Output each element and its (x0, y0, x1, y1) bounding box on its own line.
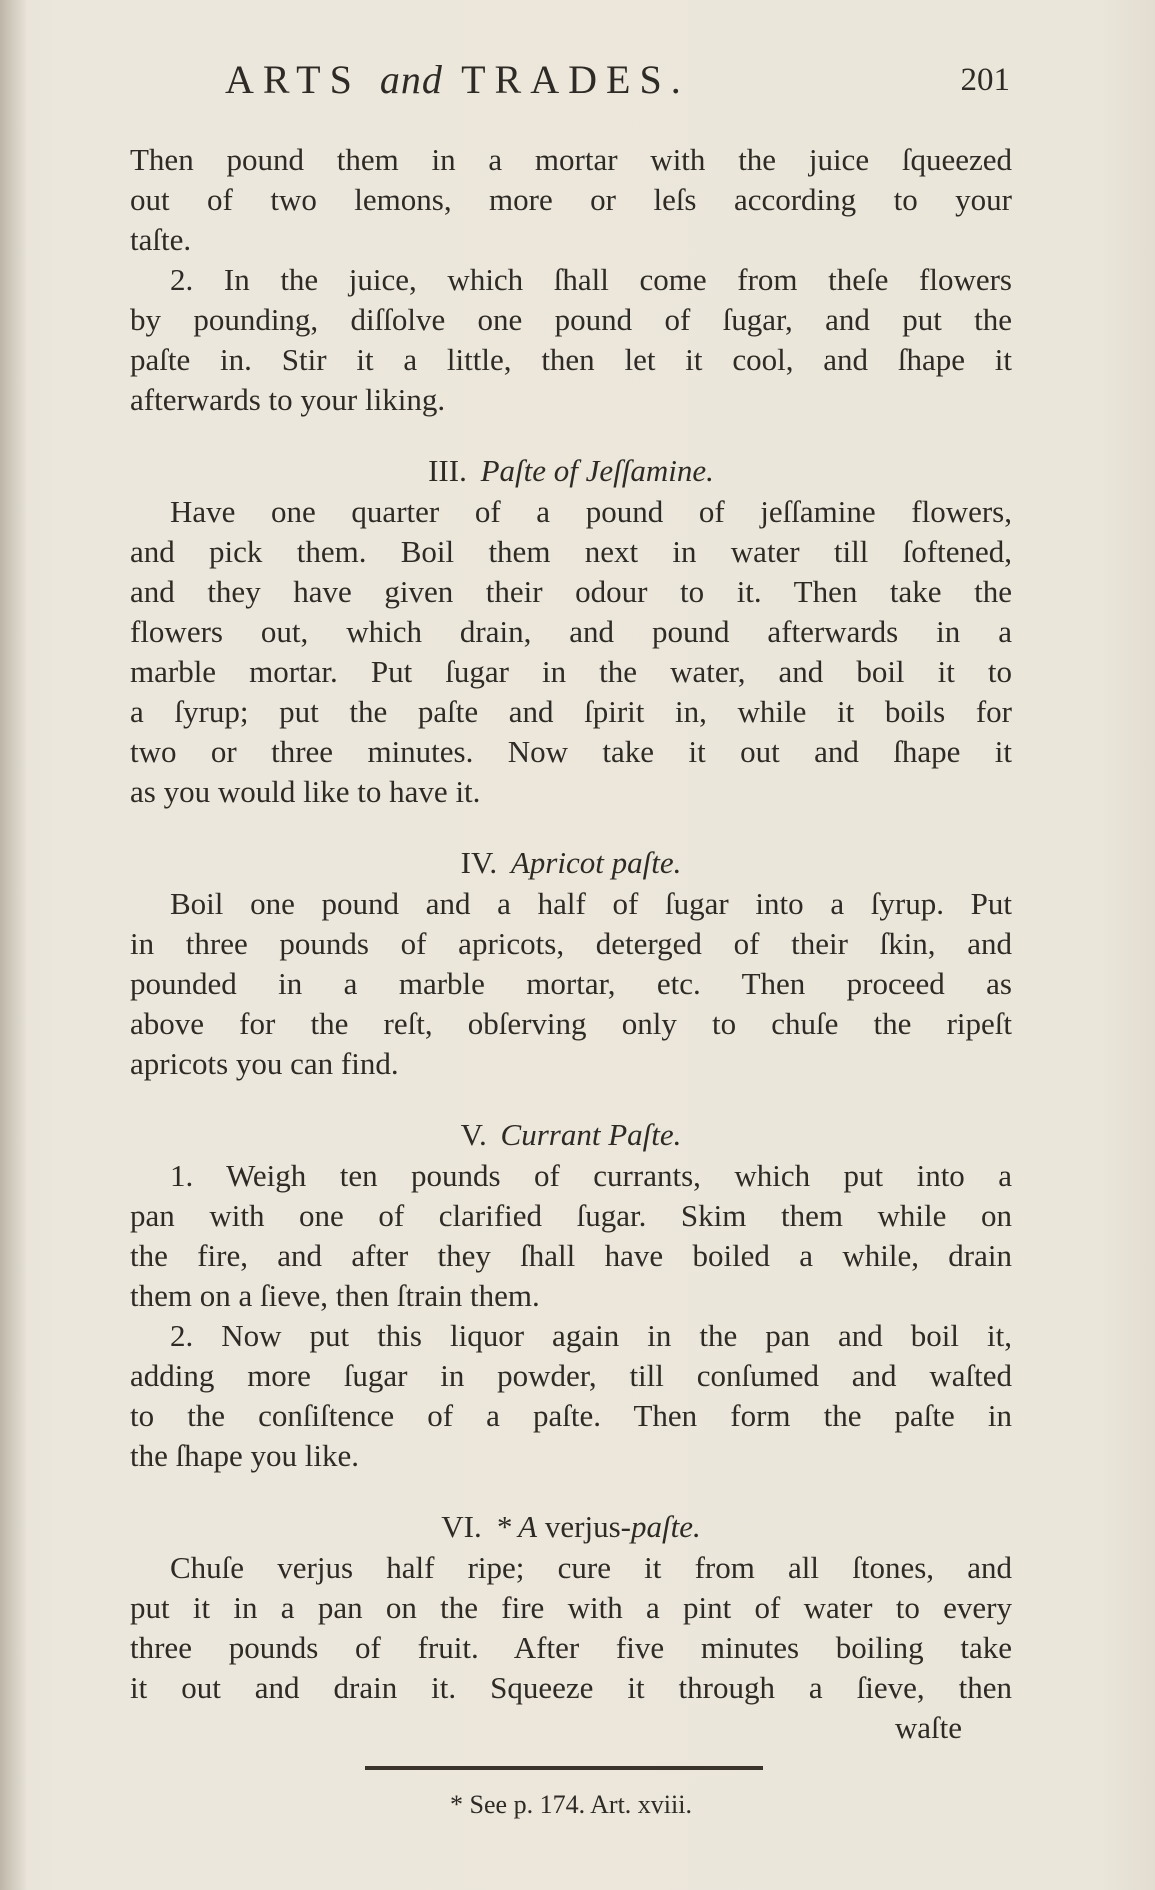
section-numeral: IV. (460, 845, 498, 880)
section-iv-paragraph (130, 884, 1012, 1084)
text-line: the fire, and after they ſhall have boiled a while, drain (130, 1238, 1012, 1273)
running-title-mid: and (379, 57, 443, 102)
section-numeral: III. (428, 453, 467, 488)
section-heading-v (130, 1114, 1012, 1156)
text-line: it out and drain it. Squeeze it through a ſieve, then (130, 1670, 1012, 1705)
text-line: put it in a pan on the fire with a pint of water to every (130, 1590, 1012, 1625)
running-title-left: ARTS (225, 57, 361, 102)
section-title: Currant Paſte. (500, 1117, 682, 1152)
text-line: 1. Weigh ten pounds of currants, which put into a (170, 1158, 1012, 1193)
text-line: and pick them. Boil them next in water till ſoftened, (130, 534, 1012, 569)
section-heading-vi (130, 1506, 1012, 1548)
section-title: Apricot paſte. (510, 845, 682, 880)
text-line: pan with one of clarified ſugar. Skim them while on (130, 1198, 1012, 1233)
intro-step-2-paragraph (130, 260, 1012, 420)
text-line: as you would like to have it. (130, 774, 481, 809)
section-vi-paragraph (130, 1548, 1012, 1748)
text-line: Then pound them in a mortar with the juice ſqueezed (130, 142, 1012, 177)
text-line: three pounds of fruit. After five minutes boiling take (130, 1630, 1012, 1665)
text-line: a ſyrup; put the paſte and ſpirit in, while it boils for (130, 694, 1012, 729)
text-line: Chuſe verjus half ripe; cure it from all ſtones, and (170, 1550, 1012, 1585)
catchword: waſte (894, 1710, 962, 1745)
section-v-paragraph-2 (130, 1316, 1012, 1476)
running-title (225, 56, 690, 103)
text-line: pounded in a marble mortar, etc. Then proceed as (130, 966, 1012, 1001)
text-line: Boil one pound and a half of ſugar into a ſyrup. Put (170, 886, 1012, 921)
text-line: apricots you can find. (130, 1046, 399, 1081)
text-line: in three pounds of apricots, deterged of their ſkin, and (130, 926, 1012, 961)
section-title: Paſte of Jeſſamine. (480, 453, 714, 488)
text-line: them on a ſieve, then ſtrain them. (130, 1278, 540, 1313)
section-heading-iv (130, 842, 1012, 884)
page-gutter (0, 0, 26, 1890)
text-line: taſte. (130, 222, 192, 257)
text-line: and they have given their odour to it. Then take the (130, 574, 1012, 609)
section-title-roman: verjus- (544, 1509, 631, 1544)
text-line: afterwards to your liking. (130, 382, 446, 417)
text-line: Have one quarter of a pound of jeſſamine flowers, (170, 494, 1012, 529)
page-body (130, 140, 1012, 1748)
text-line: above for the reſt, obſerving only to chuſe the ripeſt (130, 1006, 1012, 1041)
section-heading-iii (130, 450, 1012, 492)
text-line: out of two lemons, more or leſs according to your (130, 182, 1012, 217)
text-line: 2. In the juice, which ſhall come from theſe flowers (170, 262, 1012, 297)
text-line: adding more ſugar in powder, till conſumed and waſted (130, 1358, 1012, 1393)
footnote: * See p. 174. Art. xviii. (450, 1790, 692, 1819)
running-head (130, 56, 1010, 106)
footnote-rule (365, 1766, 763, 1770)
text-line: paſte in. Stir it a little, then let it cool, and ſhape it (130, 342, 1012, 377)
text-line: flowers out, which drain, and pound afterwards in a (130, 614, 1012, 649)
section-numeral: V. (460, 1117, 487, 1152)
section-iii-paragraph (130, 492, 1012, 812)
section-numeral: VI. (441, 1509, 482, 1544)
text-line: by pounding, diſſolve one pound of ſugar, and put the (130, 302, 1012, 337)
text-line: marble mortar. Put ſugar in the water, and boil it to (130, 654, 1012, 689)
text-line: the ſhape you like. (130, 1438, 359, 1473)
section-v-paragraph-1 (130, 1156, 1012, 1316)
running-title-right: TRADES. (461, 57, 690, 102)
section-title: paſte. (630, 1509, 701, 1544)
page-number: 201 (960, 62, 1010, 98)
section-title-prefix: * A (495, 1509, 538, 1544)
intro-paragraph (130, 140, 1012, 260)
text-line: two or three minutes. Now take it out and ſhape it (130, 734, 1012, 769)
text-line: 2. Now put this liquor again in the pan and boil it, (170, 1318, 1012, 1353)
text-line: to the conſiſtence of a paſte. Then form the paſte in (130, 1398, 1012, 1433)
